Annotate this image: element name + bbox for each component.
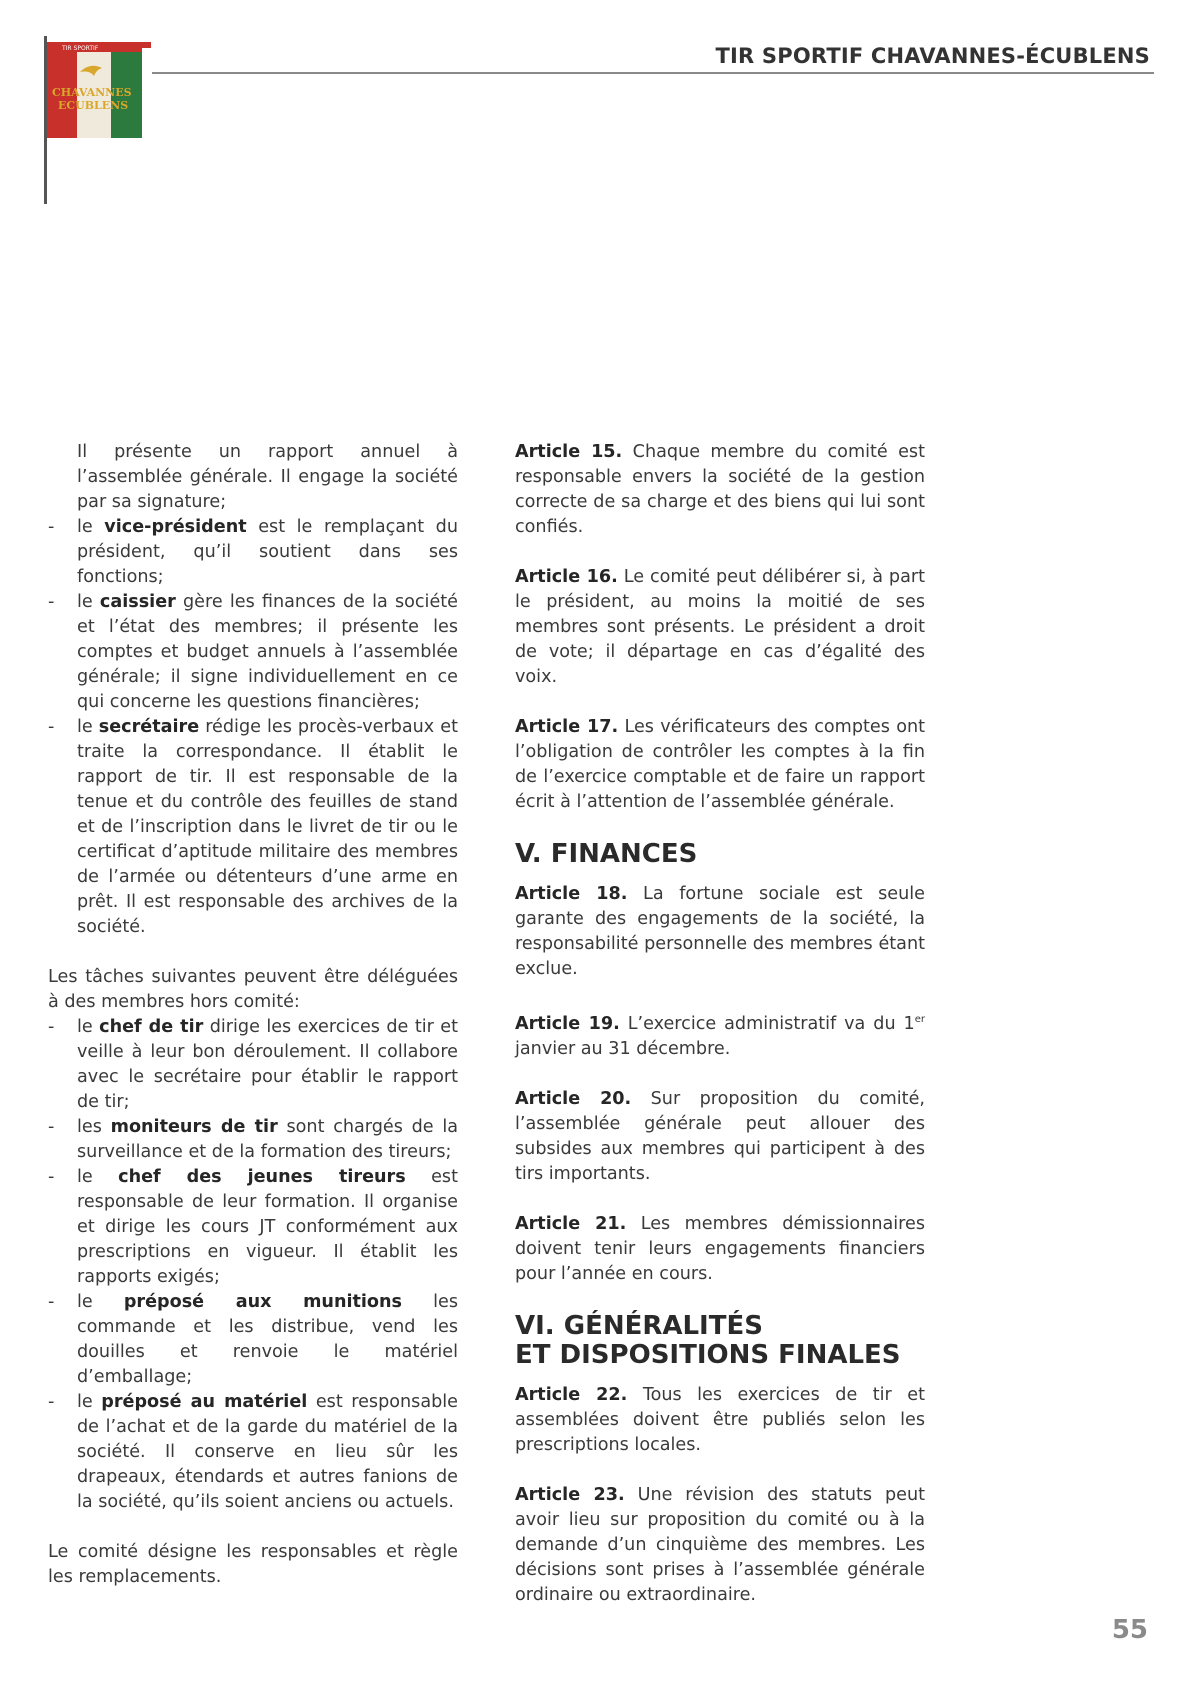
- role-list-item: [48, 1390, 458, 1515]
- closing-paragraph: Le comité désigne les responsables et règle les remplacements.: [48, 1542, 458, 1587]
- article-paragraph: [515, 1383, 925, 1458]
- role-list-item: [48, 1015, 458, 1115]
- article-label: Article 16.: [515, 567, 618, 587]
- article-paragraph: [515, 1212, 925, 1287]
- list-dash: -: [48, 517, 55, 537]
- role-name: chef de tir: [99, 1017, 204, 1037]
- page-number: 55: [1111, 1615, 1148, 1645]
- role-list-item: [48, 590, 458, 715]
- role-name: préposé aux munitions: [123, 1292, 403, 1312]
- section-vi-heading: [515, 1312, 925, 1370]
- section-vi-heading-line2: ET DISPOSITIONS FINALES: [515, 1339, 901, 1370]
- article-label: Article 22.: [515, 1384, 628, 1405]
- role-description: sont chargés de la surveillance et de la formation des tireurs;: [77, 1117, 458, 1162]
- articles-committee: [515, 440, 925, 815]
- president-continuation: Il présente un rapport annuel à l’assemblée générale. Il engage la société par sa signature;: [77, 442, 458, 512]
- article-label: Article 17.: [515, 717, 619, 737]
- header-rule: [152, 72, 1154, 74]
- flag-top-text: TIR SPORTIF: [62, 45, 99, 52]
- article-text: Une révision des statuts peut avoir lieu sur proposition du comité ou à la demande d’un cinquième des membres. Les décisions sont prises à l’assemblée générale ordinaire ou extraordinaire.: [515, 1484, 925, 1605]
- role-description: gère les finances de la société et l’état des membres; il présente les comptes et budget annuels à l’assemblée générale; il signe individuellement en ce qui concerne les questions financières;: [77, 592, 458, 712]
- list-dash: -: [48, 1392, 55, 1412]
- role-prefix: le: [77, 717, 99, 737]
- role-name: chef des jeunes tireurs: [118, 1167, 406, 1187]
- role-prefix: le: [77, 1392, 102, 1412]
- article-paragraph: [515, 1483, 925, 1608]
- club-flag-logo: [44, 36, 154, 206]
- article-text: Les membres démissionnaires doivent tenir leurs engagements financiers pour l’année en cours.: [515, 1213, 926, 1284]
- list-dash: -: [48, 1292, 55, 1312]
- role-description: est responsable de leur formation. Il organise et dirige les cours JT conformément aux prescriptions en vigueur. Il établit les rapports exigés;: [77, 1167, 458, 1287]
- role-description: est responsable de l’achat et de la garde du matériel de la société. Il conserve en lieu sûr les drapeaux, étendards et autres fanions de la société, qu’ils soient anciens ou actuels.: [77, 1392, 459, 1512]
- list-dash: -: [48, 1017, 55, 1037]
- article-label: Article 19.: [515, 1013, 620, 1034]
- role-name: moniteurs de tir: [110, 1117, 278, 1137]
- articles-finances: [515, 882, 925, 982]
- ordinal-superscript: er: [914, 1014, 925, 1025]
- article-paragraph: [515, 1087, 925, 1187]
- role-prefix: le: [77, 1017, 100, 1037]
- section-v-heading: V. FINANCES: [515, 839, 698, 869]
- article-label: Article 23.: [515, 1484, 625, 1505]
- delegated-roles-list: [48, 1015, 458, 1515]
- article-label: Article 20.: [515, 1088, 632, 1109]
- article-paragraph: [515, 565, 925, 690]
- list-dash: -: [48, 592, 55, 612]
- role-name: vice-président: [104, 517, 247, 537]
- role-prefix: le: [77, 1167, 119, 1187]
- role-list-item: [48, 1165, 458, 1290]
- role-description: est le remplaçant du président, qu’il soutient dans ses fonctions;: [77, 517, 458, 587]
- list-dash: -: [48, 1167, 55, 1187]
- article-paragraph: [515, 440, 925, 540]
- section-vi-heading-line1: VI. GÉNÉRALITÉS: [515, 1310, 763, 1341]
- article-text: Sur proposition du comité, l’assemblée générale peut allouer des subsides aux membres qui participent à des tirs importants.: [515, 1088, 925, 1184]
- article-text: L’exercice administratif va du 1: [619, 1013, 915, 1034]
- role-name: secrétaire: [98, 717, 200, 737]
- article-text: Les vérificateurs des comptes ont l’obligation de contrôler les comptes à la fin de l’exercice comptable et de faire un rapport écrit à l’attention de l’assemblée générale.: [515, 717, 926, 812]
- role-description: les commande et les distribue, vend les douilles et renvoie le matériel d’emballage;: [77, 1292, 458, 1387]
- role-list-item: [48, 715, 458, 940]
- right-column: [515, 440, 925, 1633]
- role-prefix: le: [77, 1292, 124, 1312]
- flag-text-line2: ECUBLENS: [58, 99, 129, 112]
- role-description: rédige les procès-verbaux et traite la correspondance. Il établit le rapport de tir. Il est responsable de la tenue et du contrôle des feuilles de stand et de l’inscription dans le livret de tir ou le certificat d’aptitude militaire des membres de l’armée ou détenteurs d’une arme en prêt. Il est responsable des archives de la société.: [77, 717, 458, 937]
- role-description: dirige les exercices de tir et veille à leur bon déroulement. Il collabore avec le secrétaire pour établir le rapport de tir;: [77, 1017, 458, 1112]
- articles-general-provisions: [515, 1383, 925, 1608]
- left-column: [48, 440, 458, 1590]
- role-list-item: [48, 1115, 458, 1165]
- role-list-item: [48, 515, 458, 590]
- role-prefix: le: [77, 517, 105, 537]
- role-name: caissier: [99, 592, 176, 612]
- running-header-title: TIR SPORTIF CHAVANNES-ÉCUBLENS: [715, 44, 1150, 68]
- article-paragraph: [515, 715, 925, 815]
- article-text: Le comité peut délibérer si, à part le président, au moins la moitié de ses membres sont présents. Le président a droit de vote; il départage en cas d’égalité des voix.: [515, 567, 925, 687]
- role-prefix: les: [77, 1117, 111, 1137]
- list-dash: -: [48, 717, 55, 737]
- article-text: Tous les exercices de tir et assemblées doivent être publiés selon les prescriptions locales.: [515, 1384, 925, 1455]
- article-label: Article 15.: [515, 442, 623, 462]
- article-text: Chaque membre du comité est responsable envers la société de la gestion correcte de sa charge et des biens qui lui sont confiés.: [515, 442, 925, 537]
- article-text: La fortune sociale est seule garante des engagements de la société, la responsabilité personnelle des membres étant exclue.: [515, 884, 925, 979]
- flag-text-line1: CHAVANNES: [52, 86, 132, 99]
- role-name: préposé au matériel: [101, 1392, 308, 1412]
- article-paragraph: [515, 882, 925, 982]
- roles-list: [48, 515, 458, 940]
- role-list-item: [48, 1290, 458, 1390]
- article-paragraph: [515, 1007, 925, 1062]
- article-text: janvier au 31 décembre.: [515, 1038, 731, 1059]
- list-dash: -: [48, 1117, 55, 1137]
- article-label: Article 21.: [515, 1213, 627, 1234]
- articles-finances-continued: [515, 1087, 925, 1287]
- delegation-intro: Les tâches suivantes peuvent être déléguées à des membres hors comité:: [48, 967, 458, 1012]
- role-prefix: le: [77, 592, 100, 612]
- article-label: Article 18.: [515, 884, 628, 904]
